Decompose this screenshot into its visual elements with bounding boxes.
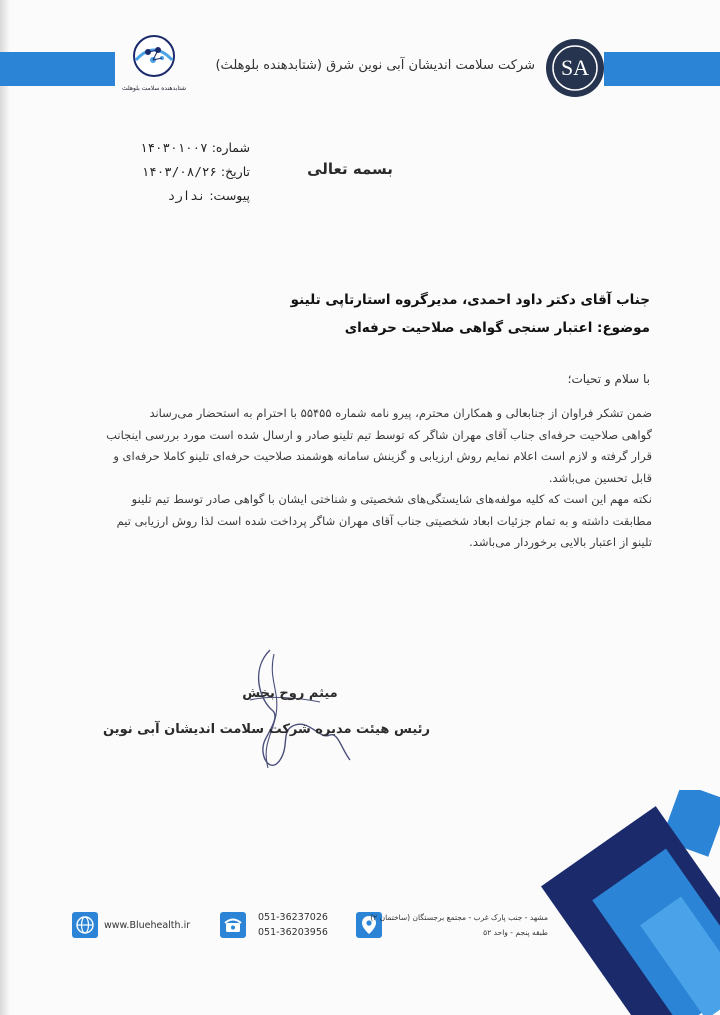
- body-line: قرار گرفته و لازم است اعلام نمایم روش ارزیابی و گزینش سامانه هوشمند صلاحیت حرفه‌ای تلینو کاملا حرفه‌ای و: [113, 449, 652, 463]
- phone-number-2[interactable]: 051-36203956: [258, 927, 328, 938]
- signatory-title: رئیس هیئت مدیره شرکت سلامت اندیشان آبی نوین: [102, 722, 430, 737]
- address-line-1: مشهد - جنب پارک غرب - مجتمع برجستگان (ساختمان ۲): [370, 913, 548, 922]
- date-value: ۱۴۰۳/۰۸/۲۶: [141, 164, 217, 179]
- logo-monogram: SA: [560, 55, 590, 80]
- header-bar-right: [604, 52, 720, 86]
- address-line-2: طبقه پنجم - واحد ۵۲: [483, 928, 548, 937]
- globe-icon: [72, 912, 98, 938]
- decorative-shapes: [520, 790, 720, 1015]
- website-link[interactable]: www.Bluehealth.ir: [104, 920, 191, 931]
- subject-line: موضوع: اعتبار سنجی گواهی صلاحیت حرفه‌ای: [344, 320, 650, 336]
- body-line: مطابقت داشته و به تمام جزئیات ابعاد شخصیتی جناب آقای مهران شاگر پرداخت شده است لذا روش ارزیابی تیم: [116, 513, 652, 528]
- attachment-label: پیوست:: [209, 188, 250, 203]
- page-edge-shadow: [0, 0, 10, 1015]
- number-value: ۱۴۰۳۰۱۰۰۷: [139, 140, 208, 155]
- incubator-caption: شتابدهنده سلامت بلوهلث: [121, 85, 187, 92]
- company-title: شرکت سلامت اندیشان آبی نوین شرق (شتابدهنده بلوهلث): [215, 58, 535, 73]
- body-line: گواهی صلاحیت حرفه‌ای جناب آقای مهران شاگر که توسط تیم تلینو صادر و ارسال شده است مورد بررسی اینجانب: [106, 427, 652, 442]
- body-line: قابل تحسین می‌باشد.: [548, 470, 652, 485]
- letter-number: [100, 140, 250, 155]
- phone-icon: [220, 912, 246, 938]
- body-paragraph-2: [92, 489, 652, 554]
- letter-date: [100, 164, 250, 179]
- signatory-name: میثم روح بخش: [242, 686, 338, 701]
- body-line: تلینو از اعتبار بالایی برخوردار می‌باشد.: [469, 535, 652, 549]
- body-line: نکته مهم این است که کلیه مولفه‌های شایستگی‌های شخصیتی و شناختی ایشان با گواهی صادر توسط تیم تلینو: [131, 492, 652, 506]
- company-logo: [545, 38, 605, 98]
- body-line: ضمن تشکر فراوان از جنابعالی و همکاران محترم، پیرو نامه شماره ۵۵۴۵۵ با احترام به استحضار می‌رساند: [149, 406, 652, 420]
- attachment-value: ندارد: [167, 188, 206, 203]
- recipient-line: جناب آقای دکتر داود احمدی، مدیرگروه استارتاپی تلینو: [290, 292, 650, 308]
- greeting: با سلام و تحیات؛: [567, 372, 650, 386]
- body-paragraph-1: [92, 403, 652, 489]
- letter-attachment: [100, 188, 250, 203]
- basmala-heading: بسمه تعالی: [307, 160, 393, 178]
- date-label: تاریخ:: [220, 164, 250, 179]
- number-label: شماره:: [211, 140, 250, 155]
- phone-number-1[interactable]: 051-36237026: [258, 912, 328, 923]
- header-bar-left: [0, 52, 115, 86]
- handwritten-signature: [210, 640, 360, 790]
